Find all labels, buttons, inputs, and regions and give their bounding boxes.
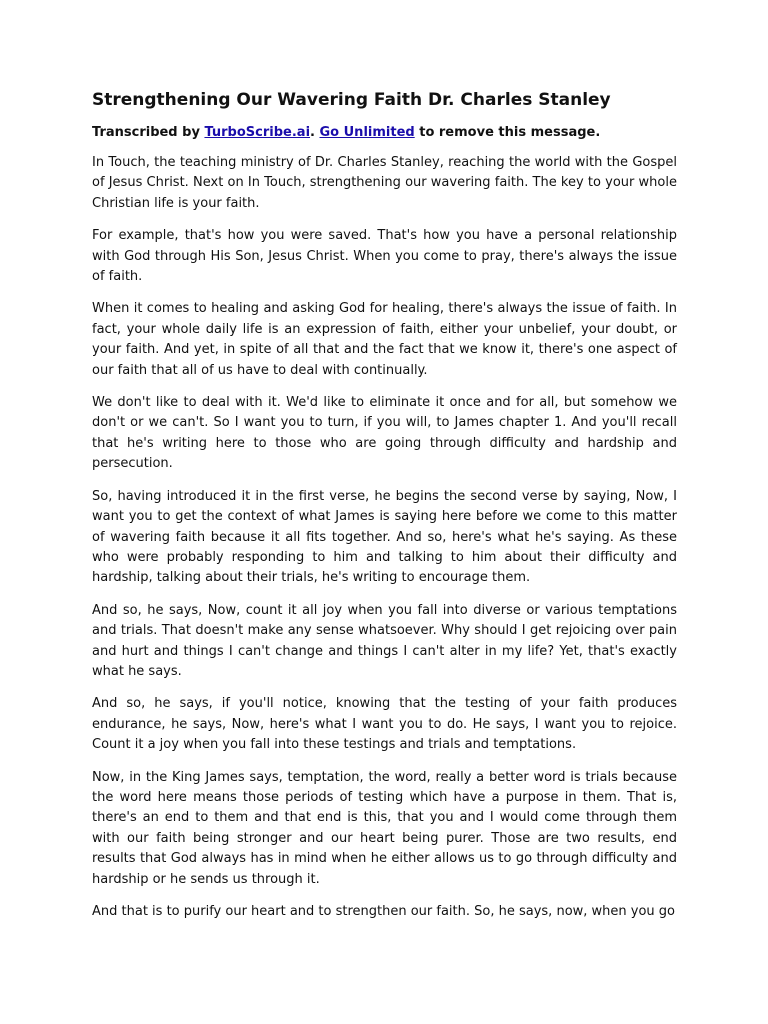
paragraph: We don't like to deal with it. We'd like to eliminate it once and for all, but somehow we don't or we can't. So I want you to turn, if you will, to James chapter 1. And you'll recall that he's writing here to those who are going through difficulty and hardship and persecution. [92,395,677,472]
notice-separator: . [310,125,320,140]
document-title: Strengthening Our Wavering Faith Dr. Charles Stanley [92,90,611,110]
document-page [92,88,677,934]
paragraph: For example, that's how you were saved. That's how you have a personal relationship with God through His Son, Jesus Christ. When you come to pray, there's always the issue of faith. [92,228,677,285]
paragraph: And so, he says, if you'll notice, knowing that the testing of your faith produces endurance, he says, Now, here's what I want you to do. He says, I want you to rejoice. Count it a joy when you fall into these testings and trials and temptations. [92,696,677,753]
paragraph: When it comes to healing and asking God for healing, there's always the issue of faith. In fact, your whole daily life is an expression of faith, either your unbelief, your doubt, or your faith. And yet, in spite of all that and the fact that we know it, there's one aspect of our faith that all of us have to deal with continually. [92,301,677,378]
notice-suffix: to remove this message. [414,125,601,140]
paragraph: And so, he says, Now, count it all joy when you fall into diverse or various temptations and trials. That doesn't make any sense whatsoever. Why should I get rejoicing over pain and hurt and things I can't change and things I can't alter in my life? Yet, that's exactly what he says. [92,602,677,679]
go-unlimited-link[interactable]: Go Unlimited [319,125,415,140]
paragraph: And that is to purify our heart and to strengthen our faith. So, he says, now, when you go [92,904,676,919]
paragraph: In Touch, the teaching ministry of Dr. Charles Stanley, reaching the world with the Gospel of Jesus Christ. Next on In Touch, strengthening our wavering faith. The key to your whole Christian life is your faith. [92,155,677,211]
transcription-notice [92,123,677,143]
paragraph: Now, in the King James says, temptation, the word, really a better word is trials because the word here means those periods of testing which have a purpose in them. That is, there's an end to them and that end is this, that you and I would come through them with our faith being stronger and our heart being purer. Those are two results, end results that God always has in mind when he either allows us to go through difficulty and hardship or he sends us through it. [92,769,677,887]
notice-prefix: Transcribed by [92,125,205,140]
turboscribe-link[interactable]: TurboScribe.ai [204,125,311,140]
paragraph: So, having introduced it in the first verse, he begins the second verse by saying, Now, I want you to get the context of what James is saying here before we come to this matter of wavering faith because it all fits together. And so, here's what he's saying. As these who were probably responding to him and talking to him about their difficulty and hardship, talking about their trials, he's writing to encourage them. [92,488,677,586]
